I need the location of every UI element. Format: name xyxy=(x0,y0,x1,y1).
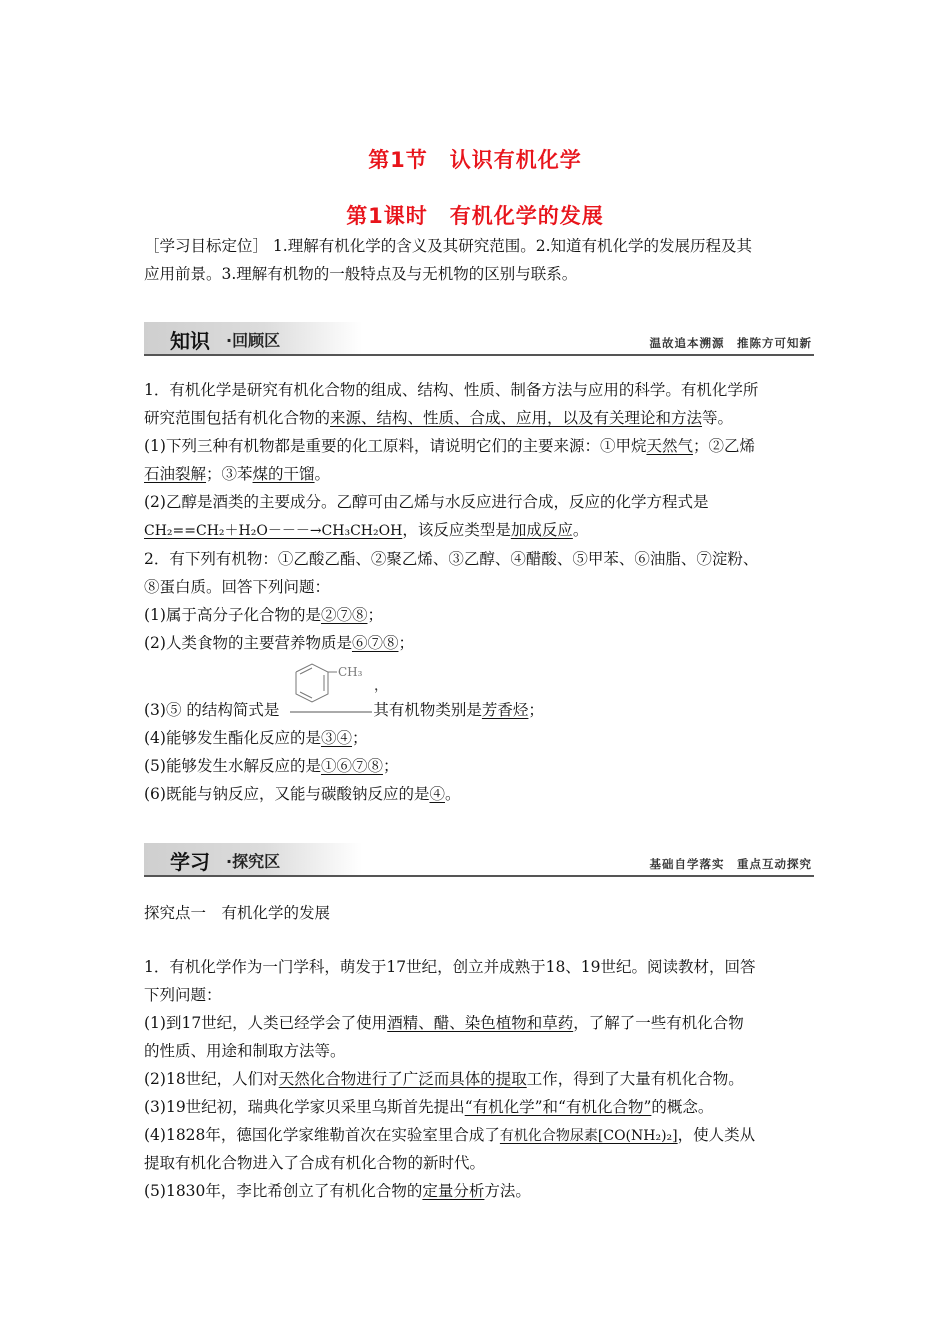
text: ，该反应类型是 xyxy=(402,521,511,539)
text: 。 xyxy=(444,785,461,803)
banner-small-text: ·回顾区 xyxy=(226,331,281,350)
objectives-line-2: 应用前景。3.理解有机物的一般特点及与无机物的区别与联系。 xyxy=(144,265,578,283)
struct-comma: ， xyxy=(374,678,388,694)
explore-q1-line-2: 下列问题： xyxy=(144,986,222,1004)
explore-b1-line-2: 的性质、用途和制取方法等。 xyxy=(144,1042,346,1060)
review-a5 xyxy=(144,756,816,776)
text: (2)18世纪，人们对 xyxy=(144,1070,279,1088)
text: (1)下列三种有机物都是重要的化工原料，请说明它们的主要来源：①甲烷 xyxy=(144,437,647,455)
answer: 天然气 xyxy=(646,437,693,455)
text: (4)能够发生酯化反应的是 xyxy=(144,729,321,747)
objectives-line-1: ［学习目标定位］ 1.理解有机化学的含义及其研究范围。2.知道有机化学的发展历程及其 xyxy=(144,237,753,255)
lesson-title: 第1课时 有机化学的发展 xyxy=(346,204,604,228)
text: ；③苯 xyxy=(206,465,253,483)
banner-big-text: 学习 xyxy=(170,850,210,874)
text: (4)1828年，德国化学家维勒首次在实验室里合成了 xyxy=(144,1126,500,1144)
answer: 煤的干馏 xyxy=(252,465,315,483)
text: ； xyxy=(398,634,414,652)
text: (1)到17世纪，人类已经学会了使用 xyxy=(144,1014,388,1032)
text: ； xyxy=(528,701,544,719)
banner-big-text: 知识 xyxy=(170,329,210,353)
text: 方法。 xyxy=(484,1182,531,1200)
equation: CH₂==CH₂＋H₂O－－－→CH₃CH₂OH xyxy=(144,523,403,539)
text: 等。 xyxy=(702,409,734,427)
review-p2-line-2 xyxy=(144,520,816,541)
explore-q1-line-1: 1．有机化学作为一门学科，萌发于17世纪，创立并成熟于18、19世纪。阅读教材，回答 xyxy=(144,958,756,976)
explore-b4-line-2: 提取有机化合物进入了合成有机化合物的新时代。 xyxy=(144,1154,486,1172)
text: 。 xyxy=(314,465,331,483)
review-q2-line-2: ⑧蛋白质。回答下列问题： xyxy=(144,578,331,596)
text: ； xyxy=(382,757,399,775)
banner-right-text: 温故追本溯源 推陈方可知新 xyxy=(649,336,812,350)
answer: 酒精、醋、染色植物和草药 xyxy=(387,1014,574,1032)
review-a4 xyxy=(144,728,816,748)
review-p1-line-2 xyxy=(144,464,816,484)
explore-b5 xyxy=(144,1181,816,1201)
text: (5)1830年，李比希创立了有机化合物的 xyxy=(144,1182,423,1200)
review-a2 xyxy=(144,633,816,653)
review-a1 xyxy=(144,605,816,625)
text: (5)能够发生水解反应的是 xyxy=(144,757,321,775)
answer: “有机化学”和“有机化合物” xyxy=(464,1098,652,1116)
review-a6 xyxy=(144,784,816,804)
review-a3 xyxy=(144,700,816,720)
answer: 加成反应 xyxy=(510,521,573,539)
text: 研究范围包括有机化合物的 xyxy=(144,409,331,427)
text: 的概念。 xyxy=(651,1098,714,1116)
review-banner xyxy=(144,322,814,356)
explore-banner xyxy=(144,843,814,877)
explore-b1-line-1 xyxy=(144,1013,816,1033)
section-title: 第1节 认识有机化学 xyxy=(368,148,582,172)
answer: ①⑥⑦⑧ xyxy=(320,757,383,775)
answer: 定量分析 xyxy=(422,1182,485,1200)
review-p1-line-1 xyxy=(144,436,816,456)
text: (3)⑤ 的结构简式是 xyxy=(144,701,280,719)
text: ，使人类从 xyxy=(677,1126,756,1144)
answer: ⑥⑦⑧ xyxy=(351,634,399,652)
text: 工作，得到了大量有机化合物。 xyxy=(526,1070,744,1088)
banner-right-text: 基础自学落实 重点互动探究 xyxy=(649,857,812,871)
text: ；②乙烯 xyxy=(692,437,755,455)
answer: 石油裂解 xyxy=(144,465,207,483)
explore-heading: 探究点一 有机化学的发展 xyxy=(144,904,331,922)
banner-small-text: ·探究区 xyxy=(226,852,281,871)
answer: ④ xyxy=(429,785,445,803)
text: ，了解了一些有机化合物 xyxy=(573,1014,744,1032)
answer: 有机化合物尿素[CO(NH₂)₂] xyxy=(499,1128,678,1144)
explore-b3 xyxy=(144,1097,816,1117)
methyl-label: CH₃ xyxy=(338,665,363,679)
answer: 天然化合物进行了广泛而具体的提取 xyxy=(278,1070,527,1088)
review-q1-line-2 xyxy=(144,408,816,428)
explore-b2 xyxy=(144,1069,816,1089)
answer: 芳香烃 xyxy=(481,701,529,719)
text: (2)人类食物的主要营养物质是 xyxy=(144,634,352,652)
text: (1)属于高分子化合物的是 xyxy=(144,606,321,624)
text: (6)既能与钠反应，又能与碳酸钠反应的是 xyxy=(144,785,430,803)
text: ； xyxy=(367,606,383,624)
review-q2-line-1: 2．有下列有机物：①乙酸乙酯、②聚乙烯、③乙醇、④醋酸、⑤甲苯、⑥油脂、⑦淀粉、 xyxy=(144,550,759,568)
text: ； xyxy=(351,729,368,747)
answer: ③④ xyxy=(320,729,352,747)
explore-b4-line-1 xyxy=(144,1125,816,1146)
text: 。 xyxy=(572,521,589,539)
answer: ②⑦⑧ xyxy=(320,606,368,624)
text: 其有机物类别是 xyxy=(373,701,482,719)
review-p2-line-1: (2)乙醇是酒类的主要成分。乙醇可由乙烯与水反应进行合成，反应的化学方程式是 xyxy=(144,493,709,511)
review-q1-line-1: 1．有机化学是研究有机化合物的组成、结构、性质、制备方法与应用的科学。有机化学所 xyxy=(144,381,759,399)
text: (3)19世纪初，瑞典化学家贝采里乌斯首先提出 xyxy=(144,1098,465,1116)
answer: 来源、结构、性质、合成、应用，以及有关理论和方法 xyxy=(330,409,703,427)
